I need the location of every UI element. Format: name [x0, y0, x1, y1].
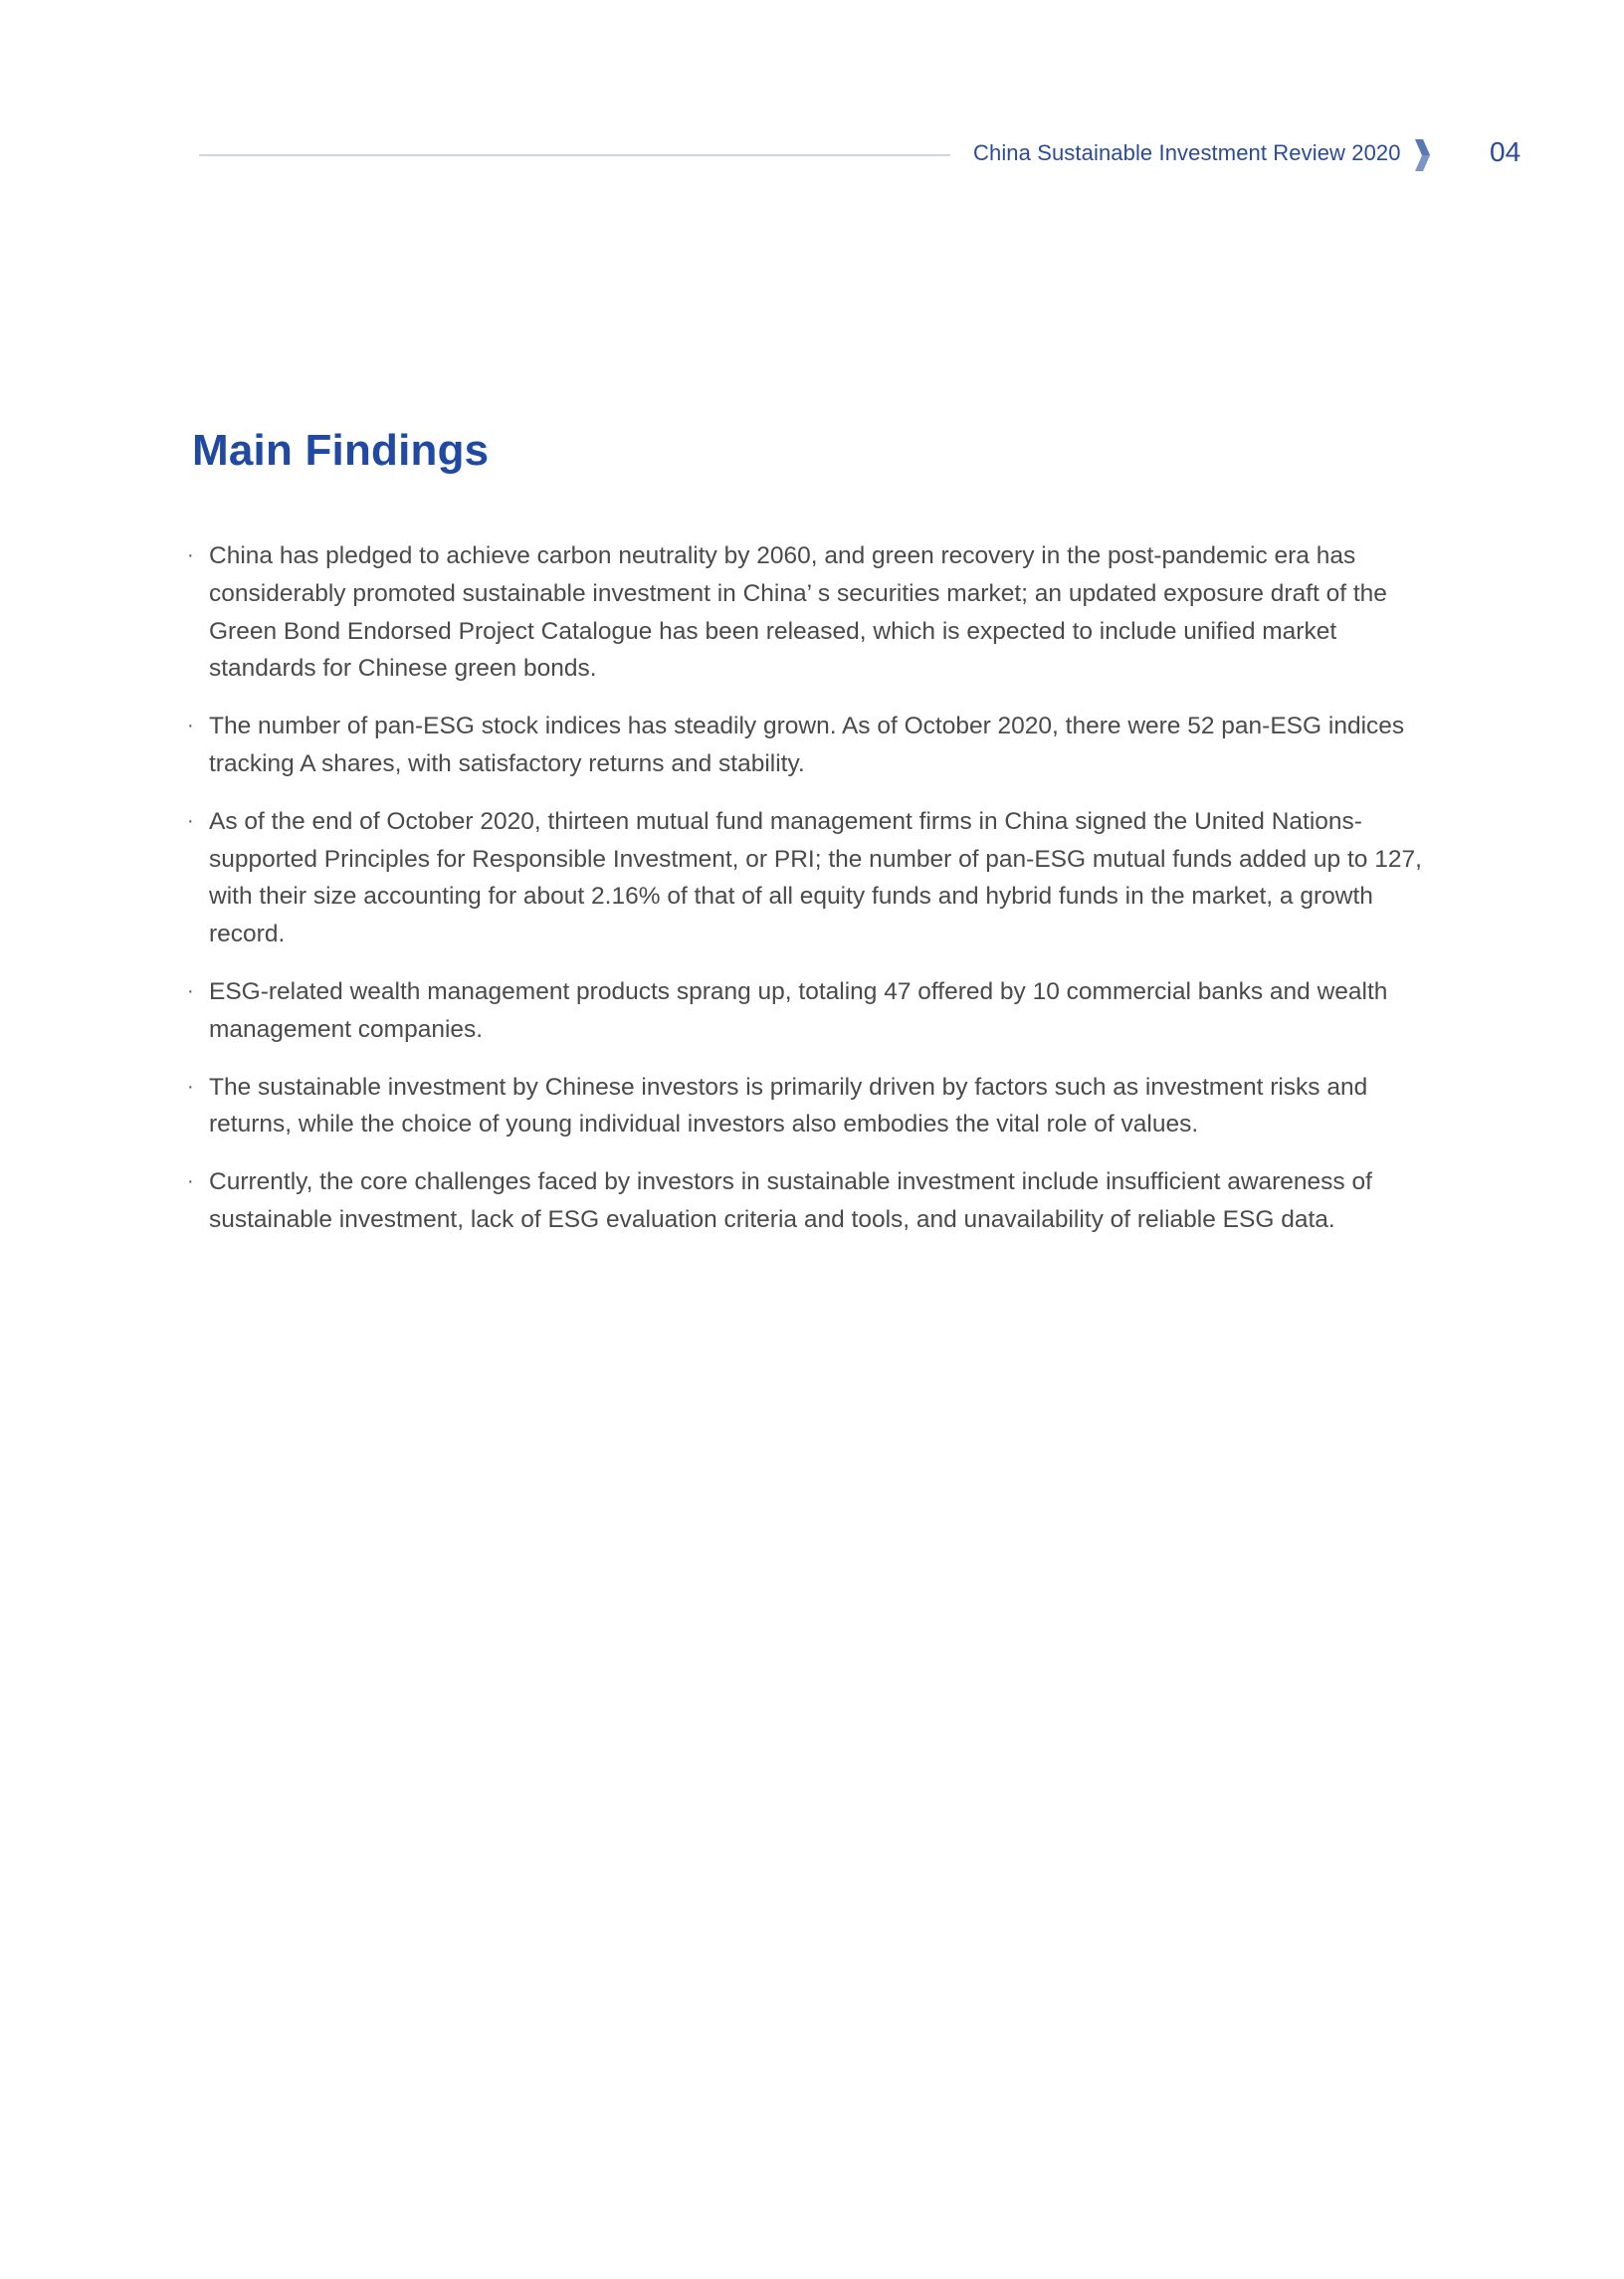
- finding-item: [184, 1069, 1438, 1144]
- finding-item: [184, 708, 1438, 783]
- section-title: Main Findings: [192, 426, 490, 475]
- finding-text: The number of pan-ESG stock indices has steadily grown. As of October 2020, there were 52 pan-ESG indices tracking A shares, with satisfactory returns and stability.: [209, 713, 1405, 777]
- finding-item: [184, 537, 1438, 688]
- finding-text: ESG-related wealth management products sprang up, totaling 47 offered by 10 commercial banks and wealth management companies.: [209, 977, 1388, 1043]
- finding-item: [184, 973, 1438, 1049]
- finding-text: China has pledged to achieve carbon neutrality by 2060, and green recovery in the post-pandemic era has considerably promoted sustainable investment in China’ s securities market; an updated exposure draft of the Green Bond Endorsed Project Catalogue has been released, which is expected to include unified market standards for Chinese green bonds.: [209, 542, 1387, 683]
- report-title: China Sustainable Investment Review 2020: [973, 140, 1401, 165]
- finding-text: As of the end of October 2020, thirteen mutual fund management firms in China signed the United Nations-supported Principles for Responsible Investment, or PRI; the number of pan-ESG mutual funds added up to 127, with their size accounting for about 2.16% of that of all equity funds and hybrid funds in the market, a growth record.: [209, 807, 1422, 948]
- finding-item: [184, 803, 1438, 953]
- bullet-marker: ·: [187, 1170, 194, 1193]
- bullet-marker: ·: [187, 979, 194, 1002]
- chevron-right-icon: [1413, 138, 1431, 172]
- finding-text: The sustainable investment by Chinese investors is primarily driven by factors such as investment risks and returns, while the choice of young individual investors also embodies the vital role of values.: [209, 1073, 1368, 1139]
- bullet-marker: ·: [187, 809, 194, 832]
- findings-list: [184, 537, 1438, 1259]
- finding-text: Currently, the core challenges faced by investors in sustainable investment include insufficient awareness of sustainable investment, lack of ESG evaluation criteria and tools, and unavailability of reliable ESG data.: [209, 1168, 1372, 1233]
- page-number: 04: [1490, 136, 1522, 167]
- finding-item: [184, 1163, 1438, 1239]
- bullet-marker: ·: [187, 544, 194, 566]
- bullet-marker: ·: [187, 715, 194, 737]
- header-divider: [199, 154, 950, 156]
- bullet-marker: ·: [187, 1075, 194, 1098]
